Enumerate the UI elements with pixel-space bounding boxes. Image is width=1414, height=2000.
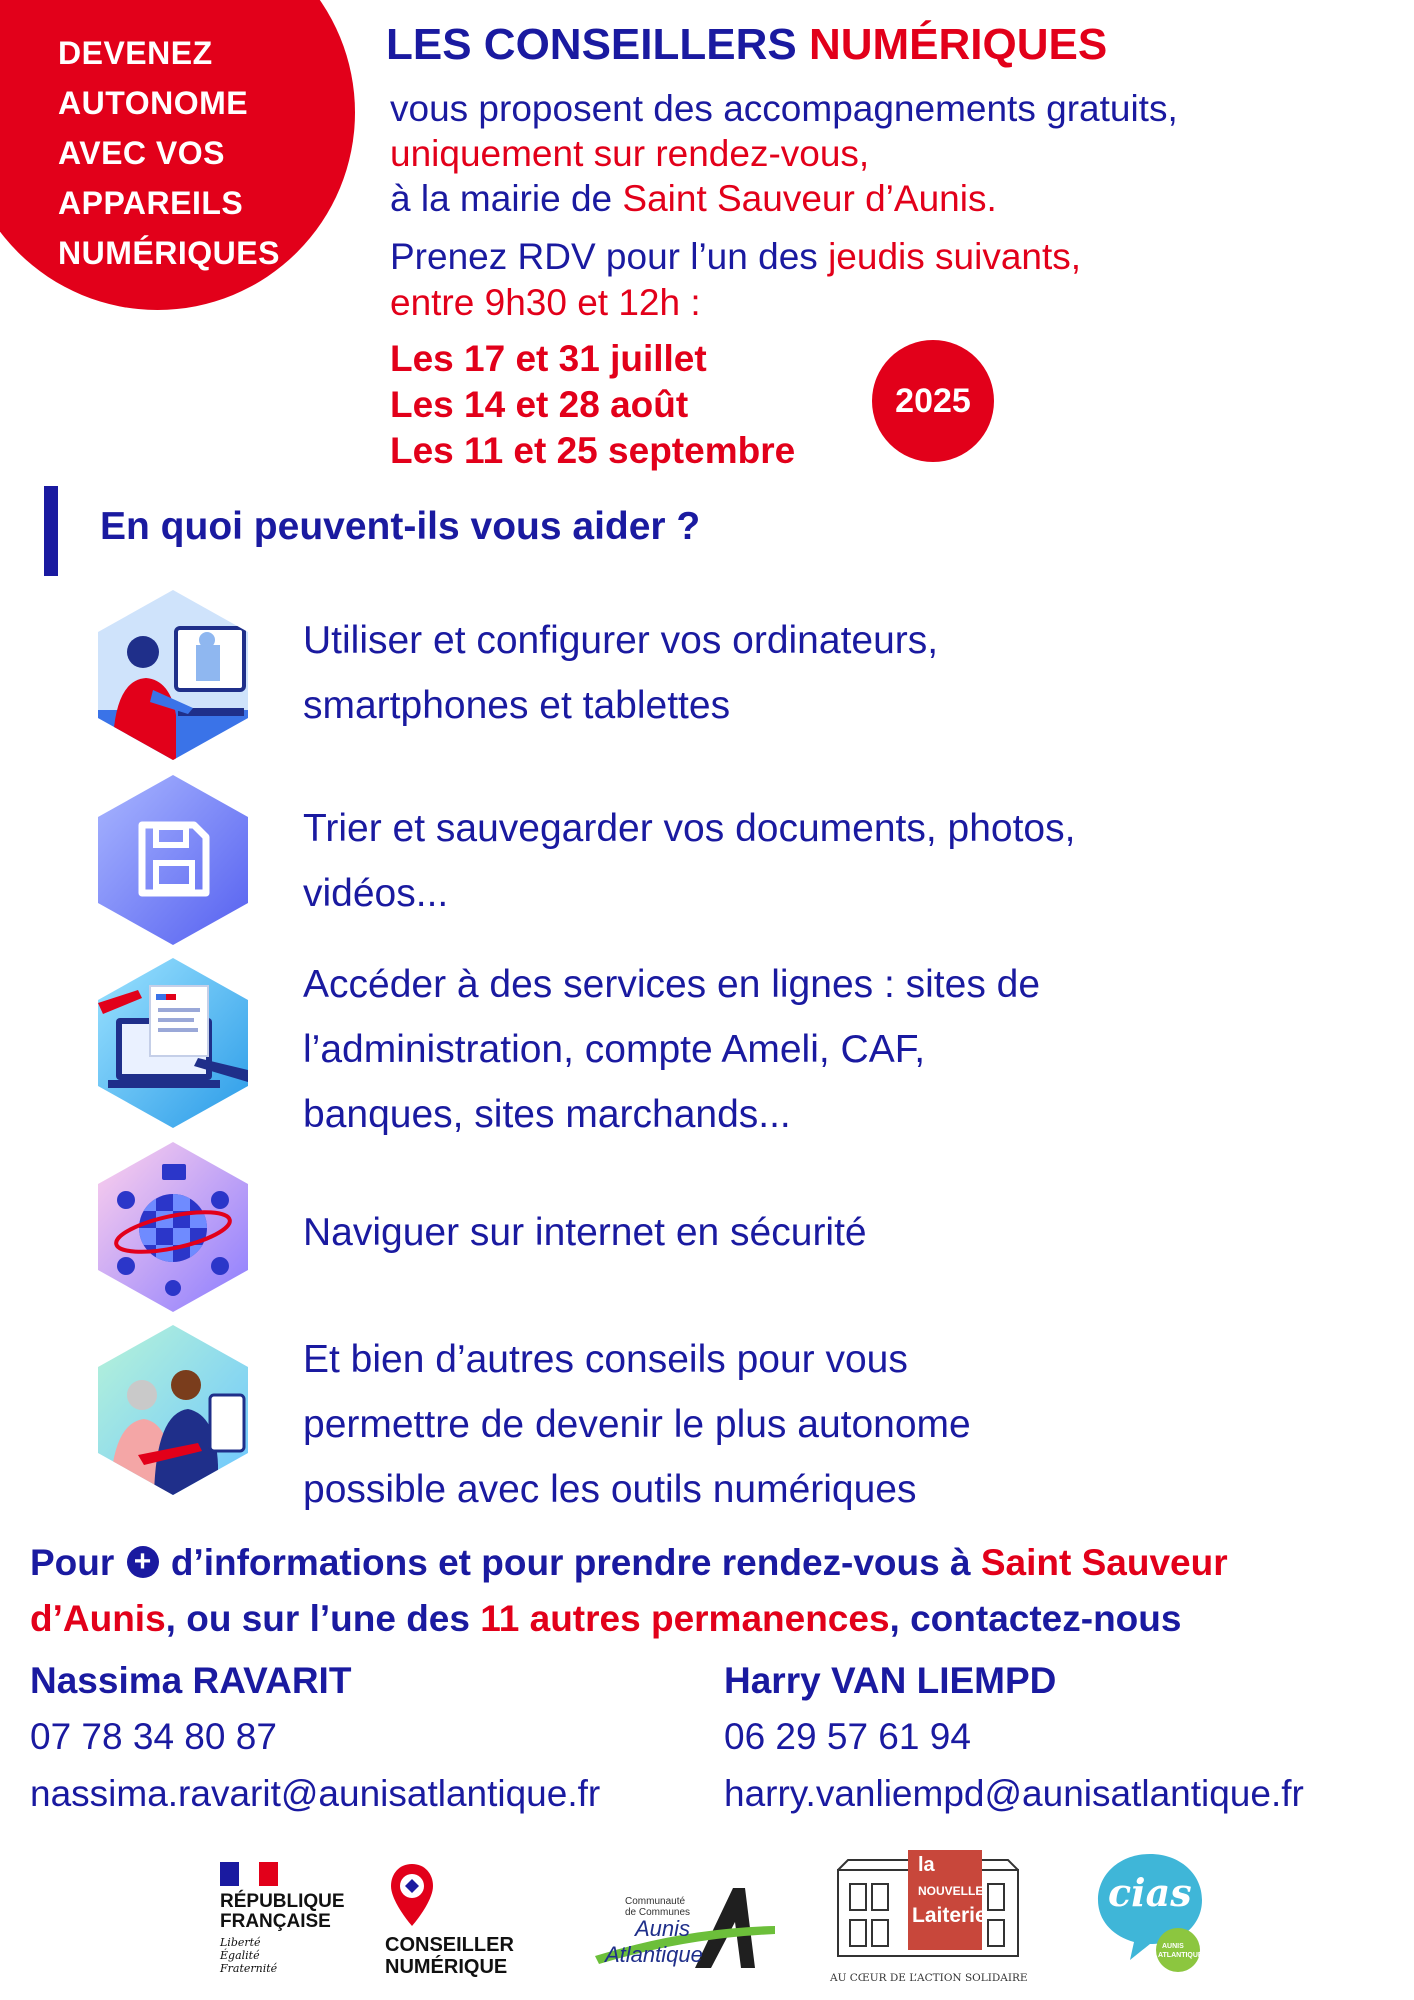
badge-line: AVEC VOS [58, 135, 225, 171]
service-item: Trier et sauvegarder vos documents, photos, vidéos... [303, 807, 1076, 915]
intro-line-3: à la mairie de Saint Sauveur d’Aunis. [390, 178, 997, 219]
contact-intro-line-2: d’Aunis, ou sur l’une des 11 autres permanences, contactez-nous [30, 1598, 1182, 1639]
section-title: En quoi peuvent-ils vous aider ? [100, 505, 701, 548]
marianne-flag-icon [220, 1862, 278, 1886]
intro-line-5: entre 9h30 et 12h : [390, 282, 701, 323]
year-badge: 2025 [872, 340, 994, 462]
date-line: Les 14 et 28 août [390, 384, 689, 425]
intro-line-1: vous proposent des accompagnements gratuits, [390, 88, 1178, 129]
service-item: Et bien d’autres conseils pour vous permettre de devenir le plus autonome possible avec les outils numériques [303, 1338, 971, 1511]
badge-line: NUMÉRIQUES [58, 235, 280, 271]
la-nouvelle-laiterie-logo: la NOUVELLE Laiterie AU CŒUR DE L’ACTION SOLIDAIRE [828, 1850, 1048, 1995]
republique-francaise-logo: RÉPUBLIQUE FRANÇAISE Liberté Égalité Fraternité [220, 1862, 360, 1992]
secure-internet-icon [98, 1142, 248, 1312]
intro-line-2: uniquement sur rendez-vous, [390, 133, 870, 174]
service-item: Naviguer sur internet en sécurité [303, 1211, 867, 1254]
page-title: LES CONSEILLERS NUMÉRIQUES [386, 20, 1108, 69]
badge-line: APPAREILS [58, 185, 244, 221]
advisor-phone[interactable]: 06 29 57 61 94 [724, 1716, 971, 1757]
autonomy-badge-text [58, 28, 348, 278]
advisor-phone[interactable]: 07 78 34 80 87 [30, 1716, 277, 1757]
badge-line: DEVENEZ [58, 35, 213, 71]
section-accent-bar [44, 486, 58, 576]
advisor-name: Nassima RAVARIT [30, 1660, 352, 1701]
aunis-atlantique-logo: Communauté de Communes Aunis Atlantique [585, 1878, 785, 1978]
badge-line: AUTONOME [58, 85, 249, 121]
floppy-disk-icon [98, 775, 248, 945]
service-item: Utiliser et configurer vos ordinateurs, smartphones et tablettes [303, 619, 939, 727]
plus-icon: + [127, 1546, 159, 1578]
advisor-email[interactable]: nassima.ravarit@aunisatlantique.fr [30, 1773, 601, 1814]
service-item: Accéder à des services en lignes : sites de l’administration, compte Ameli, CAF, banques, sites marchands... [303, 963, 1041, 1136]
contact-intro-line-1: Pour + d’informations et pour prendre rendez-vous à Saint Sauveur [30, 1542, 1228, 1583]
intro-line-4: Prenez RDV pour l’un des jeudis suivants, [390, 236, 1082, 277]
online-services-icon [98, 958, 248, 1128]
location-pin-icon [389, 1862, 435, 1930]
advisor-email[interactable]: harry.vanliempd@aunisatlantique.fr [724, 1773, 1304, 1814]
conseiller-numerique-logo: CONSEILLER NUMÉRIQUE [385, 1862, 525, 1992]
advisor-people-icon [98, 1325, 248, 1495]
date-line: Les 11 et 25 septembre [390, 430, 796, 471]
computer-user-icon [98, 590, 248, 760]
date-line: Les 17 et 31 juillet [390, 338, 707, 379]
cias-logo: cias AUNIS ATLANTIQUE [1090, 1850, 1210, 1975]
advisor-name: Harry VAN LIEMPD [724, 1660, 1057, 1701]
